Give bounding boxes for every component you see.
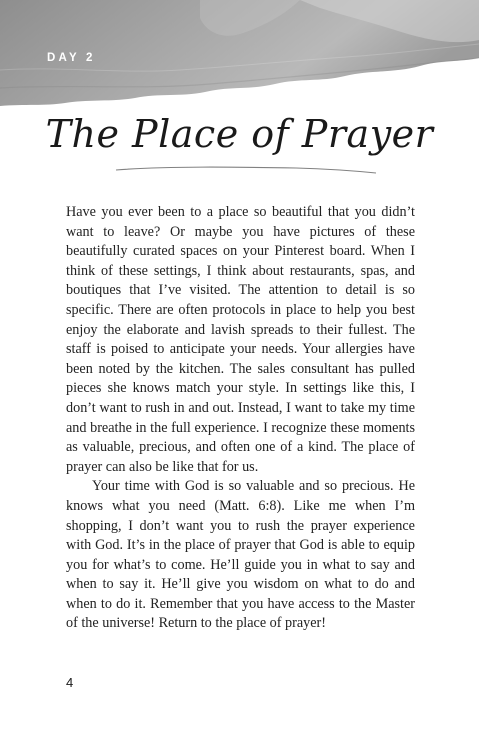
body-text (66, 203, 415, 634)
title-flourish (96, 164, 386, 178)
day-label: DAY 2 (47, 52, 96, 64)
chapter-title: The Place of Prayer (45, 112, 434, 156)
paragraph-1: Have you ever been to a place so beautiful that you didn’t want to leave? Or maybe you have pictures of these beautifully curated spaces on your Pinterest board. When I think of these settings, I think about restaurants, spas, and boutiques that I’ve visited. The attention to detail is so specific. There are often protocols in place to help you best enjoy the elaborate and lavish spreads to their fullest. The staff is poised to anticipate your needs. Your allergies have been noted by the kitchen. The sales consultant has pulled pieces she knows match your style. In settings like this, I don’t want to rush in and out. Instead, I want to take my time and breathe in the full experience. I recognize these moments as valuable, precious, and often one of a kind. The place of prayer can also be like that for us. (66, 204, 415, 475)
page-number: 4 (66, 675, 74, 690)
paragraph-2: Your time with God is so valuable and so precious. He knows what you need (Matt. 6:8). Like me when I’m shopping, I don’t want you to rush the prayer experience with God. It’s in the place of prayer that God is able to equip you for what’s to come. He’ll guide you in what to say and when to say it. He’ll give you wisdom on what to do and when to do it. Remember that you have access to the Master of the universe! Return to the place of prayer! (66, 478, 415, 632)
